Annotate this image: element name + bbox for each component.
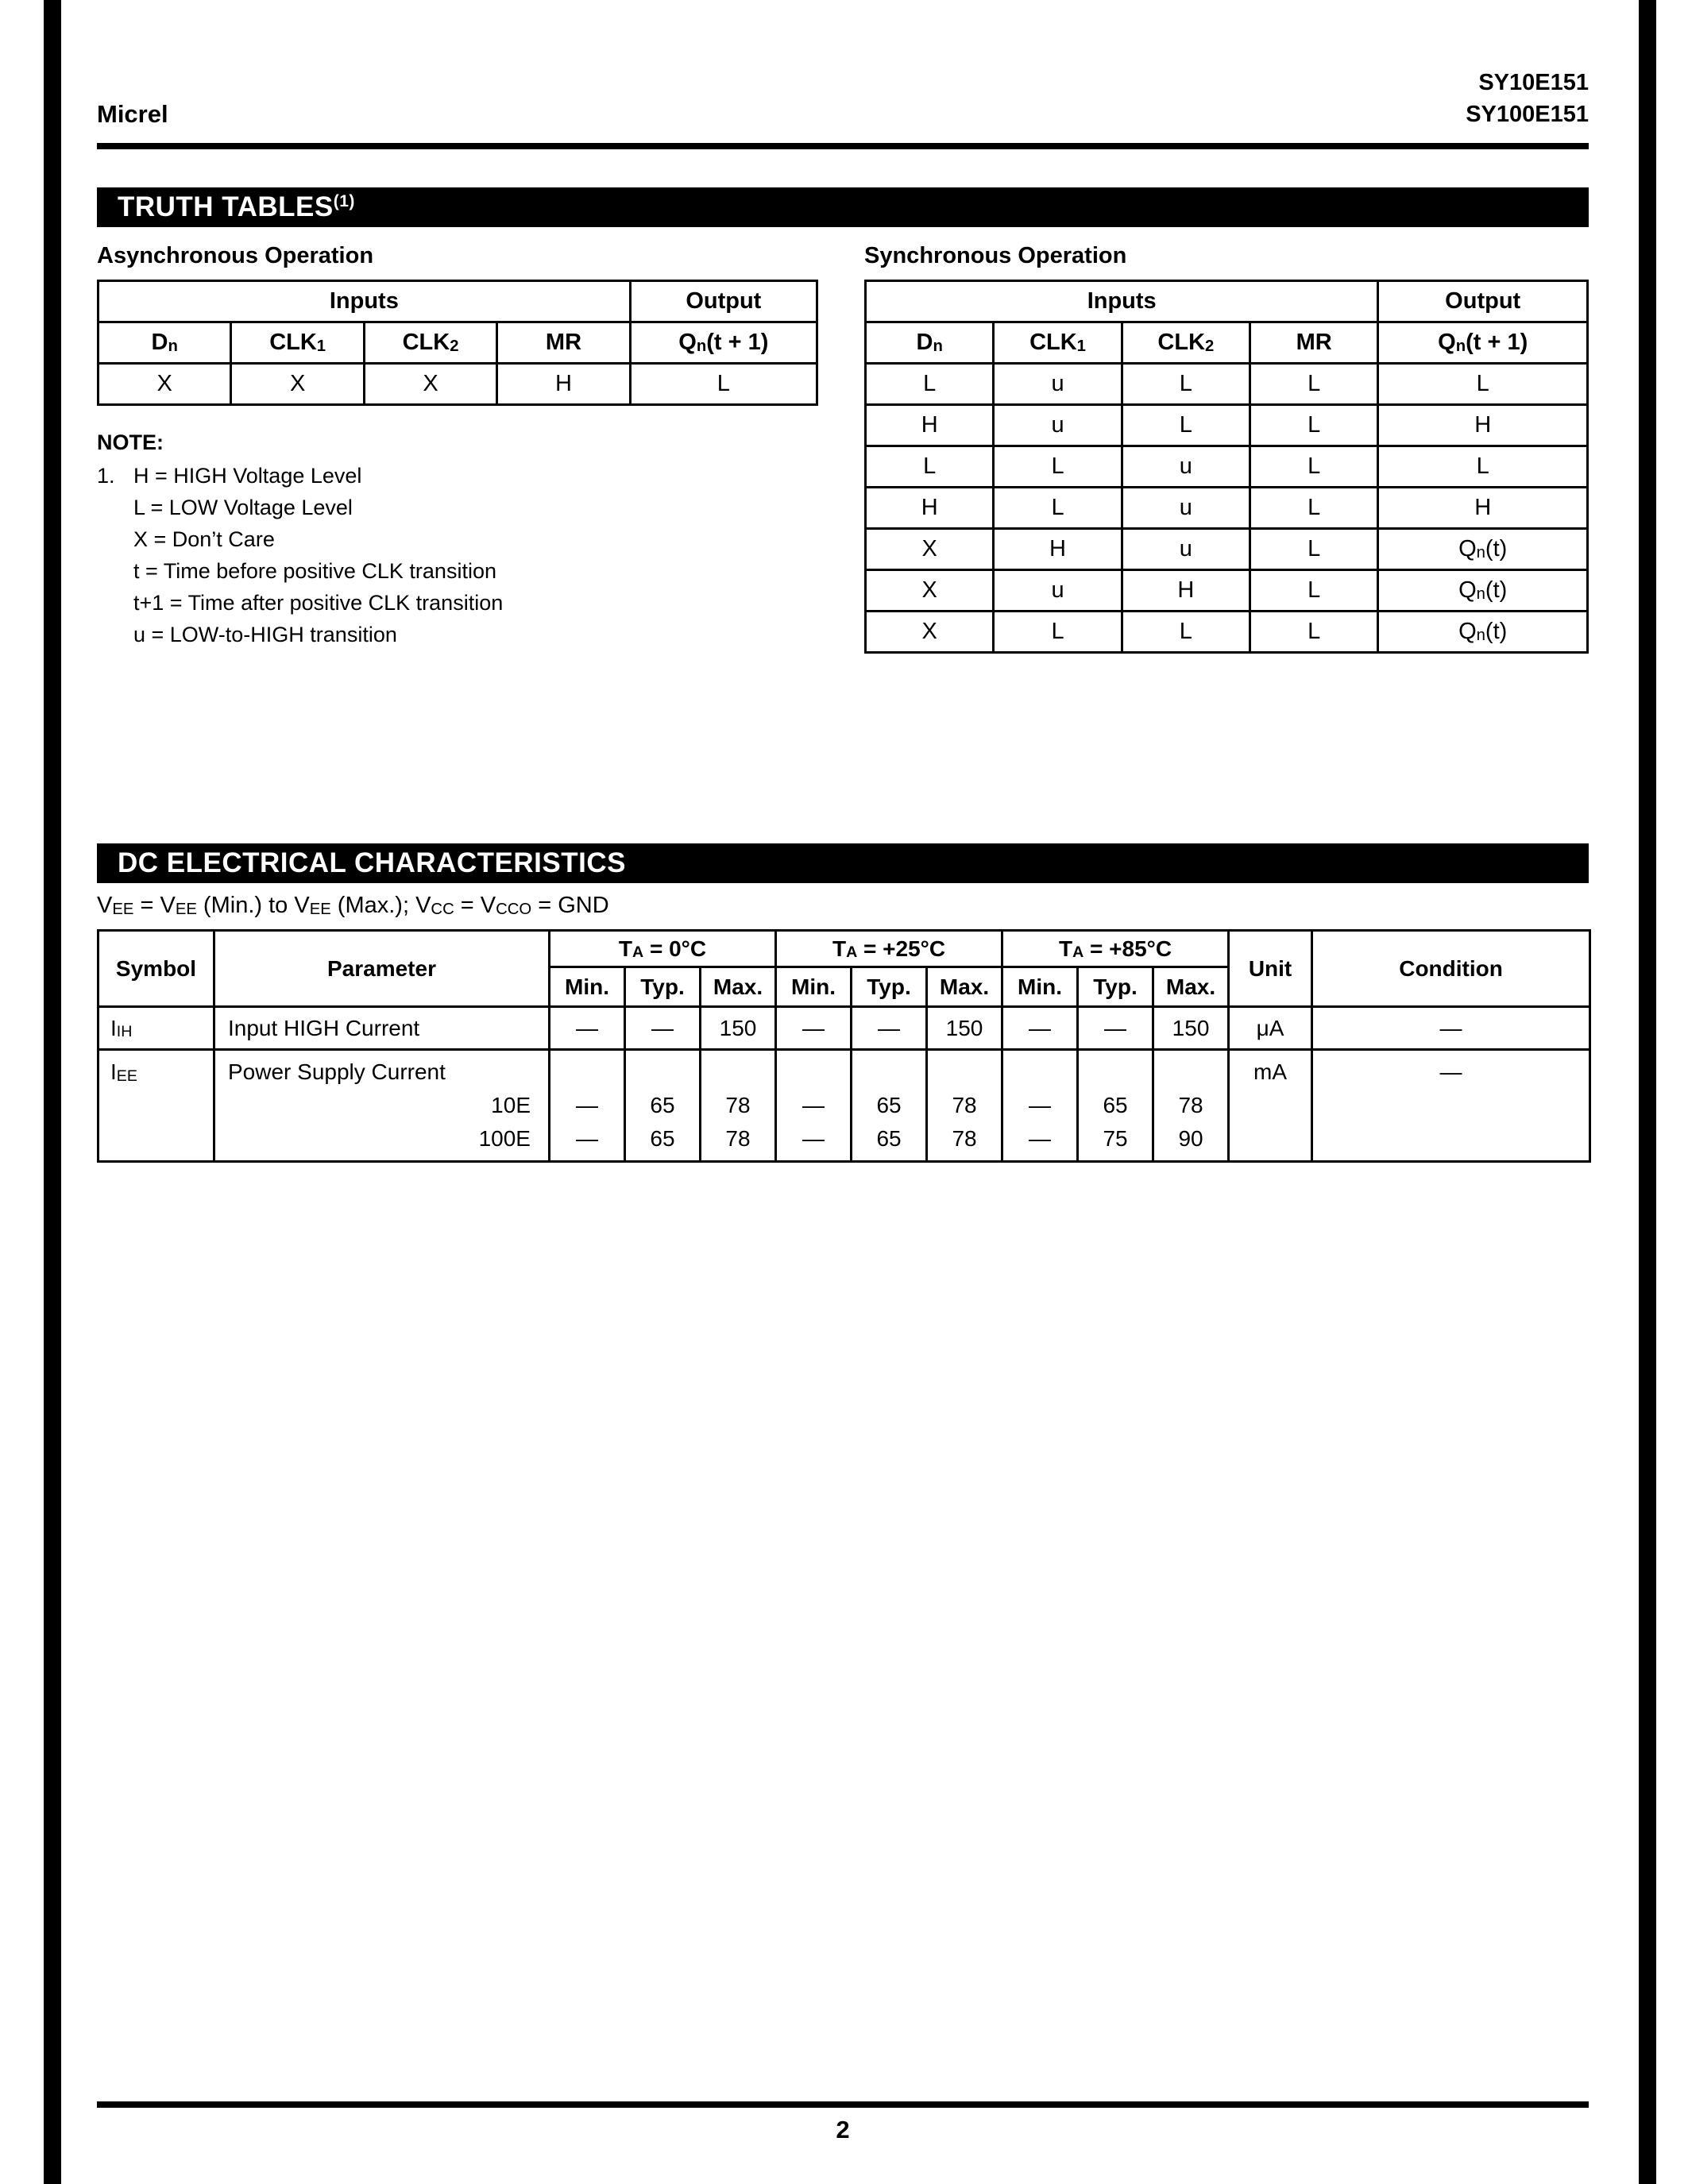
col-header-clk2: $CLK_2$	[364, 322, 496, 364]
cell-clk2: u	[1122, 446, 1250, 488]
truth-tables-banner	[97, 187, 1589, 227]
cell-clk1: X	[231, 364, 364, 405]
note-line	[97, 587, 818, 619]
col-header-max: Max.	[1153, 967, 1229, 1007]
note-line	[97, 460, 818, 492]
value-cell: 78 78	[701, 1050, 776, 1162]
dc-row-iee	[98, 1050, 1590, 1162]
col-header-qn: $Q_n(t + 1)$	[630, 322, 817, 364]
value-cell: 78 78	[927, 1050, 1002, 1162]
part-numbers	[1466, 67, 1589, 130]
col-header-mr: MR	[497, 322, 630, 364]
dc-header-row-1	[98, 931, 1590, 967]
col-header-mr: MR	[1250, 322, 1378, 364]
table-row	[866, 488, 1588, 529]
value-cell: —	[776, 1007, 852, 1050]
value-cell: — —	[550, 1050, 625, 1162]
async-title: Asynchronous Operation	[97, 243, 374, 268]
page-number: 2	[836, 2116, 850, 2143]
truth-tables-banner-text: TRUTH TABLES$^{(1)}$	[118, 191, 355, 222]
dc-table-wrap	[97, 929, 1591, 1163]
cell-mr: L	[1250, 405, 1378, 446]
inputs-header: Inputs	[98, 281, 631, 322]
value-cell: —	[550, 1007, 625, 1050]
note-line	[97, 492, 818, 523]
group-header-row	[866, 281, 1588, 322]
condition-cell: —	[1312, 1007, 1590, 1050]
cell-dn: X	[98, 364, 231, 405]
parameter-cell: Input HIGH Current	[214, 1007, 550, 1050]
value-cell: 150	[1153, 1007, 1229, 1050]
value-cell: —	[1078, 1007, 1153, 1050]
note-line	[97, 523, 818, 555]
col-header-typ: Typ.	[852, 967, 927, 1007]
cell-clk1: L	[994, 488, 1122, 529]
col-header-qn: $Q_n(t + 1)$	[1378, 322, 1588, 364]
sync-title: Synchronous Operation	[864, 243, 1127, 268]
cell-output: L	[630, 364, 817, 405]
cell-clk1: u	[994, 364, 1122, 405]
cell-dn: X	[866, 612, 994, 653]
col-header-min: Min.	[550, 967, 625, 1007]
dc-conditions-line: $V_{EE} = V_{EE}$ (Min.) to $V_{EE}$ (Max.); $V_{CC} = V_{CCO}$ = GND	[97, 893, 609, 919]
cell-output: $Q_n(t)$	[1378, 612, 1588, 653]
cell-clk2: H	[1122, 570, 1250, 612]
value-cell: —	[852, 1007, 927, 1050]
cell-clk2: u	[1122, 488, 1250, 529]
async-truth-table	[97, 280, 818, 406]
value-cell: 150	[701, 1007, 776, 1050]
page-border-left	[44, 0, 61, 2184]
table-row	[866, 570, 1588, 612]
col-header-clk1: $CLK_1$	[231, 322, 364, 364]
datasheet-page	[97, 0, 1589, 2184]
part-number-1: SY10E151	[1478, 70, 1589, 95]
cell-clk1: u	[994, 405, 1122, 446]
table-row	[866, 364, 1588, 405]
sync-column	[864, 243, 1589, 654]
sync-truth-table	[864, 280, 1589, 654]
unit-cell: mA	[1229, 1050, 1312, 1162]
cell-mr: H	[497, 364, 630, 405]
symbol-cell: $I_{EE}$	[98, 1050, 214, 1162]
cell-dn: X	[866, 570, 994, 612]
note-text: t+1 = Time after positive CLK transition	[133, 591, 504, 615]
table-row	[866, 529, 1588, 570]
table-row	[866, 612, 1588, 653]
cell-clk2: L	[1122, 405, 1250, 446]
output-header: Output	[1378, 281, 1588, 322]
brand-name: Micrel	[97, 100, 168, 128]
value-cell: 65 75	[1078, 1050, 1153, 1162]
variant-label-100e: 100E	[478, 1126, 531, 1151]
dc-banner-text: DC ELECTRICAL CHARACTERISTICS	[118, 847, 626, 878]
cell-clk1: L	[994, 612, 1122, 653]
truth-tables-area	[97, 243, 1589, 654]
note-number: 1.	[97, 464, 115, 488]
value-cell: —	[1002, 1007, 1078, 1050]
cell-mr: L	[1250, 446, 1378, 488]
cell-clk2: u	[1122, 529, 1250, 570]
col-header-ta-25c: $T_A = +25^\circ C$	[776, 931, 1002, 967]
cell-mr: L	[1250, 612, 1378, 653]
note-text: u = LOW-to-HIGH transition	[133, 623, 397, 646]
value-cell: — —	[1002, 1050, 1078, 1162]
col-header-clk2: $CLK_2$	[1122, 322, 1250, 364]
header-rule	[97, 143, 1589, 149]
value-cell: — —	[776, 1050, 852, 1162]
note-label: NOTE:	[97, 430, 164, 454]
value-cell: —	[625, 1007, 701, 1050]
footer-rule	[97, 2101, 1589, 2108]
table-row	[866, 405, 1588, 446]
note-text: H = HIGH Voltage Level	[133, 464, 362, 488]
cell-dn: L	[866, 364, 994, 405]
condition-cell: —	[1312, 1050, 1590, 1162]
col-header-dn: $D_n$	[866, 322, 994, 364]
cell-dn: L	[866, 446, 994, 488]
unit-cell: μA	[1229, 1007, 1312, 1050]
table-row	[98, 364, 817, 405]
cell-dn: H	[866, 488, 994, 529]
cell-output: H	[1378, 488, 1588, 529]
async-column	[97, 243, 818, 654]
output-header: Output	[630, 281, 817, 322]
value-cell: 65 65	[625, 1050, 701, 1162]
cell-clk1: H	[994, 529, 1122, 570]
table-row	[866, 446, 1588, 488]
col-header-ta-85c: $T_A = +85^\circ C$	[1002, 931, 1229, 967]
col-header-clk1: $CLK_1$	[994, 322, 1122, 364]
col-header-min: Min.	[1002, 967, 1078, 1007]
col-header-min: Min.	[776, 967, 852, 1007]
note-text: X = Don’t Care	[133, 527, 275, 551]
dc-row-iih	[98, 1007, 1590, 1050]
dc-characteristics-table	[97, 929, 1591, 1163]
col-header-ta-0c: $T_A = 0^\circ C$	[550, 931, 776, 967]
cell-clk2: L	[1122, 612, 1250, 653]
note-text: L = LOW Voltage Level	[133, 496, 353, 519]
cell-clk2: X	[364, 364, 496, 405]
cell-output: L	[1378, 364, 1588, 405]
cell-mr: L	[1250, 570, 1378, 612]
cell-mr: L	[1250, 364, 1378, 405]
col-header-max: Max.	[701, 967, 776, 1007]
note-block	[97, 426, 818, 650]
col-header-typ: Typ.	[625, 967, 701, 1007]
symbol-cell: $I_{IH}$	[98, 1007, 214, 1050]
cell-dn: H	[866, 405, 994, 446]
col-header-parameter: Parameter	[214, 931, 550, 1007]
cell-mr: L	[1250, 488, 1378, 529]
cell-clk2: L	[1122, 364, 1250, 405]
cell-dn: X	[866, 529, 994, 570]
note-line	[97, 619, 818, 650]
col-header-condition: Condition	[1312, 931, 1590, 1007]
parameter-label: Power Supply Current	[228, 1059, 446, 1084]
note-line	[97, 555, 818, 587]
col-header-unit: Unit	[1229, 931, 1312, 1007]
document-header	[97, 67, 1589, 130]
inputs-header: Inputs	[866, 281, 1378, 322]
col-header-typ: Typ.	[1078, 967, 1153, 1007]
cell-mr: L	[1250, 529, 1378, 570]
value-cell: 150	[927, 1007, 1002, 1050]
part-number-2: SY100E151	[1466, 102, 1589, 127]
value-cell: 78 90	[1153, 1050, 1229, 1162]
cell-output: $Q_n(t)$	[1378, 570, 1588, 612]
cell-clk1: u	[994, 570, 1122, 612]
cell-output: $Q_n(t)$	[1378, 529, 1588, 570]
cell-output: H	[1378, 405, 1588, 446]
note-text: t = Time before positive CLK transition	[133, 559, 496, 583]
value-cell: 65 65	[852, 1050, 927, 1162]
parameter-cell	[214, 1050, 550, 1162]
page-border-right	[1639, 0, 1656, 2184]
col-header-dn: $D_n$	[98, 322, 231, 364]
col-header-symbol: Symbol	[98, 931, 214, 1007]
cell-output: L	[1378, 446, 1588, 488]
group-header-row	[98, 281, 817, 322]
cell-clk1: L	[994, 446, 1122, 488]
dc-characteristics-banner	[97, 843, 1589, 883]
variant-label-10e: 10E	[491, 1093, 531, 1117]
column-header-row	[866, 322, 1588, 364]
col-header-max: Max.	[927, 967, 1002, 1007]
column-header-row	[98, 322, 817, 364]
